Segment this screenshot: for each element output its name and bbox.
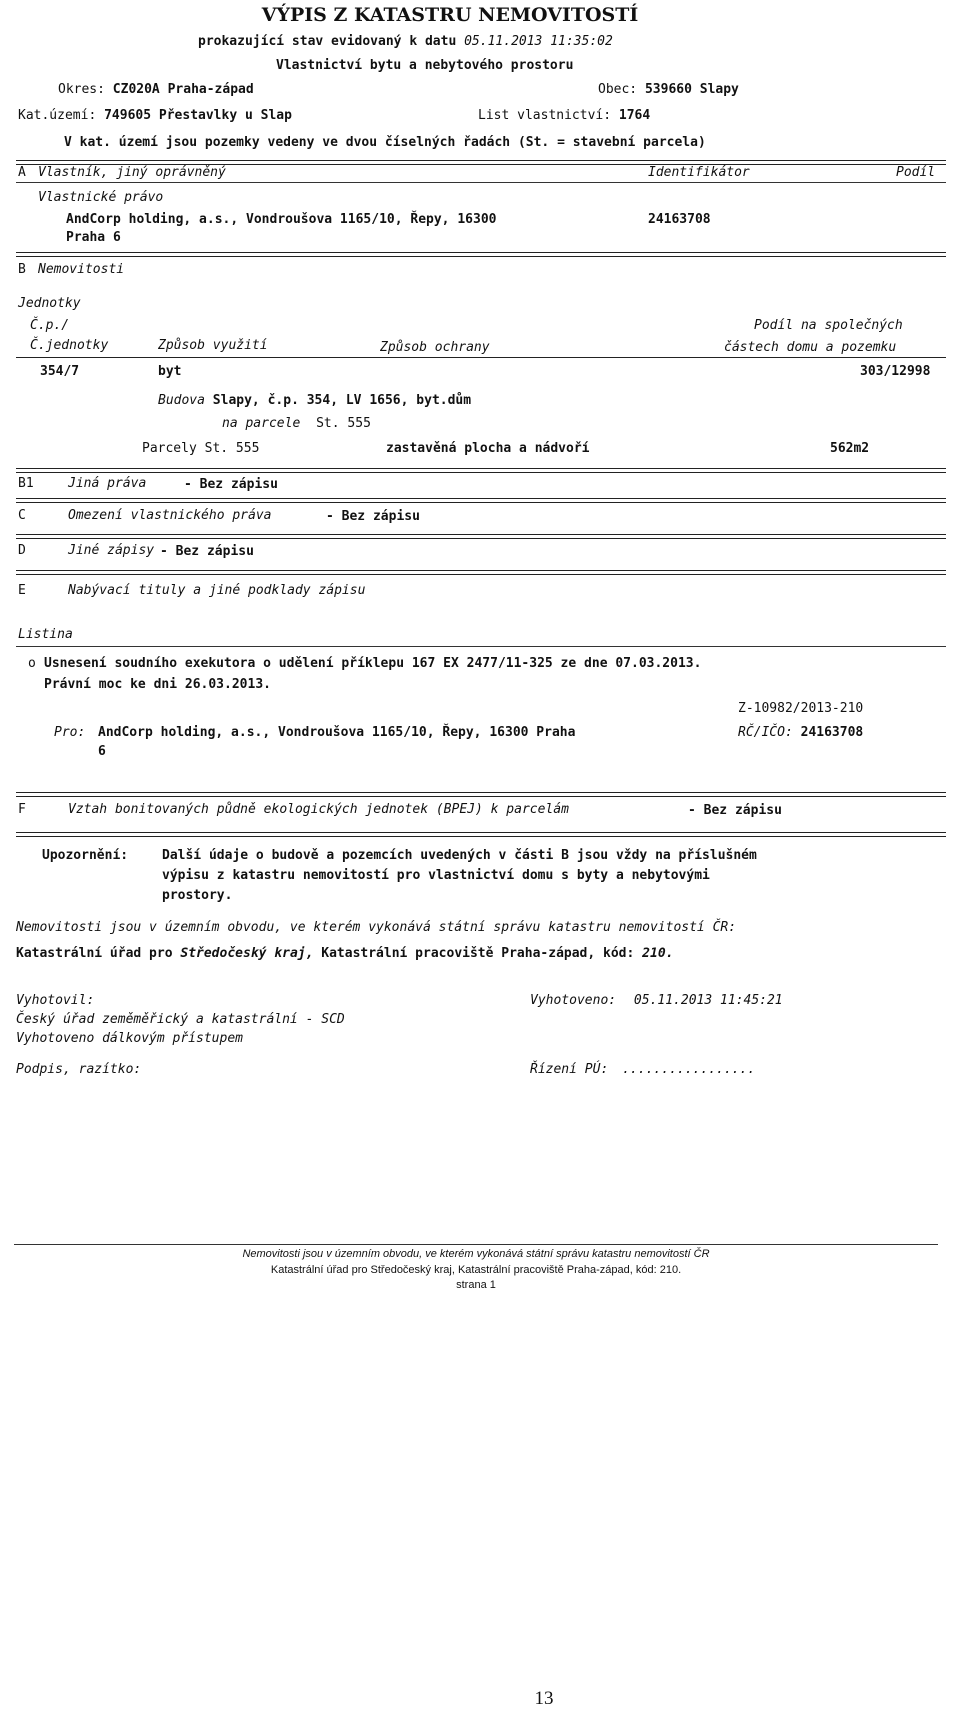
beneficiary-line2: 6 (98, 744, 106, 759)
subtitle-prefix: prokazující stav evidovaný k datu (198, 34, 457, 49)
beneficiary-id: RČ/IČO: 24163708 (738, 725, 864, 740)
section-b-letter: B (18, 262, 26, 277)
page-number: 13 (534, 1688, 554, 1709)
document-list-rule (16, 646, 946, 647)
unit-use: byt (158, 364, 182, 379)
document-line2: Právní moc ke dni 26.03.2013. (44, 677, 271, 692)
document-subtitle (198, 34, 613, 49)
notice-line3: prostory. (162, 888, 233, 903)
notice-label: Upozornění: (42, 848, 129, 863)
section-f-letter: F (18, 802, 26, 817)
parcel-series-note: V kat. území jsou pozemky vedeny ve dvou číselných řadách (St. = stavební parcela) (64, 135, 706, 150)
footer-line2: Katastrální úřad pro Středočeský kraj, Katastrální pracoviště Praha-západ, kód: 210. (270, 1264, 682, 1276)
section-b1-value: - Bez zápisu (184, 477, 278, 492)
cp-column-header: Č.p./ (30, 318, 70, 333)
section-f-value: - Bez zápisu (688, 803, 782, 818)
parcels-row: Parcely St. 555 (142, 441, 260, 456)
section-d-title: Jiné zápisy (68, 543, 155, 558)
document-line1: Usnesení soudního exekutora o udělení příklepu 167 EX 2477/11-325 ze dne 07.03.2013. (44, 656, 702, 671)
proceeding-field: Řízení PÚ: ................. (530, 1062, 756, 1077)
common-share-header-line1: Podíl na společných (754, 318, 903, 333)
use-column-header: Způsob využití (158, 338, 268, 353)
section-c-letter: C (18, 508, 26, 523)
section-c-divider (16, 498, 946, 503)
district-field: Okres: CZ020A Praha-západ (58, 82, 254, 97)
identifier-column-header: Identifikátor (648, 165, 750, 180)
section-b1-title: Jiná práva (68, 476, 147, 491)
section-a-header-rule (16, 182, 946, 183)
beneficiary-line1: AndCorp holding, a.s., Vondroušova 1165/10, Řepy, 16300 Praha (98, 725, 576, 740)
made-by-label: Vyhotovil: (16, 993, 95, 1008)
subtitle-datetime: 05.11.2013 11:35:02 (464, 34, 613, 49)
document-list-label: Listina (18, 627, 73, 642)
beneficiary-label: Pro: (54, 725, 86, 740)
owner-identifier: 24163708 (648, 212, 711, 227)
footer-line1: Nemovitosti jsou v územním obvodu, ve kterém vykonává státní správu katastru nemovitostí ČR (242, 1248, 710, 1260)
section-b-divider (16, 252, 946, 257)
units-label: Jednotky (18, 296, 81, 311)
section-d-divider (16, 534, 946, 539)
notice-line2: výpisu z katastru nemovitostí pro vlastnictví domu s byty a nebytovými (162, 868, 710, 883)
unit-share: 303/12998 (860, 364, 931, 379)
made-by-line2: Vyhotoveno dálkovým přístupem (16, 1031, 243, 1046)
building-row: Budova Slapy, č.p. 354, LV 1656, byt.dům (158, 393, 472, 408)
owner-address-line2: Praha 6 (66, 230, 121, 245)
section-e-title: Nabývací tituly a jiné podklady zápisu (68, 583, 366, 598)
section-b1-divider (16, 468, 946, 473)
share-column-header: Podíl (896, 165, 936, 180)
units-header-rule (16, 357, 946, 358)
ownership-type: Vlastnictví bytu a nebytového prostoru (276, 58, 574, 73)
municipality-field: Obec: 539660 Slapy (598, 82, 739, 97)
office-statement: Nemovitosti jsou v územním obvodu, ve kterém vykonává státní správu katastru nemovitostí ČR: (16, 920, 737, 935)
ownership-sheet-field: List vlastnictví: 1764 (478, 108, 651, 123)
cadastral-area-field: Kat.území: 749605 Přestavlky u Slap (18, 108, 292, 123)
notice-divider (16, 832, 946, 837)
section-f-divider (16, 792, 946, 797)
document-bullet-icon: o (28, 656, 36, 671)
made-on-field: Vyhotoveno: 05.11.2013 11:45:21 (530, 993, 783, 1008)
protection-column-header: Způsob ochrany (380, 340, 490, 355)
section-c-value: - Bez zápisu (326, 509, 420, 524)
parcels-use: zastavěná plocha a nádvoří (386, 441, 590, 456)
section-b-title: Nemovitosti (38, 262, 125, 277)
section-a-title: Vlastník, jiný oprávněný (38, 165, 226, 180)
section-d-value: - Bez zápisu (160, 544, 254, 559)
section-c-title: Omezení vlastnického práva (68, 508, 272, 523)
section-e-letter: E (18, 583, 26, 598)
footer-page-label: strana 1 (456, 1279, 496, 1291)
ownership-right-label: Vlastnické právo (38, 190, 164, 205)
on-parcel-row: na parcele St. 555 (222, 416, 371, 431)
section-a-letter: A (18, 165, 26, 180)
footer-rule (14, 1244, 938, 1245)
document-reference: Z-10982/2013-210 (738, 701, 864, 716)
section-b1-letter: B1 (18, 476, 34, 491)
signature-label: Podpis, razítko: (16, 1062, 142, 1077)
section-d-letter: D (18, 543, 26, 558)
parcels-area: 562m2 (830, 441, 870, 456)
unit-number-column-header: Č.jednotky (30, 338, 109, 353)
common-share-header-line2: částech domu a pozemku (724, 340, 897, 355)
unit-number: 354/7 (40, 364, 80, 379)
office-name: Katastrální úřad pro Středočeský kraj, Katastrální pracoviště Praha-západ, kód: 210. (16, 946, 674, 961)
section-e-divider (16, 570, 946, 575)
document-title: VÝPIS Z KATASTRU NEMOVITOSTÍ (261, 4, 639, 26)
made-by-line1: Český úřad zeměměřický a katastrální - SCD (16, 1012, 345, 1027)
notice-line1: Další údaje o budově a pozemcích uvedených v části B jsou vždy na příslušném (162, 848, 757, 863)
owner-address-line1: AndCorp holding, a.s., Vondroušova 1165/10, Řepy, 16300 (66, 212, 497, 227)
section-f-title: Vztah bonitovaných půdně ekologických jednotek (BPEJ) k parcelám (68, 802, 569, 817)
